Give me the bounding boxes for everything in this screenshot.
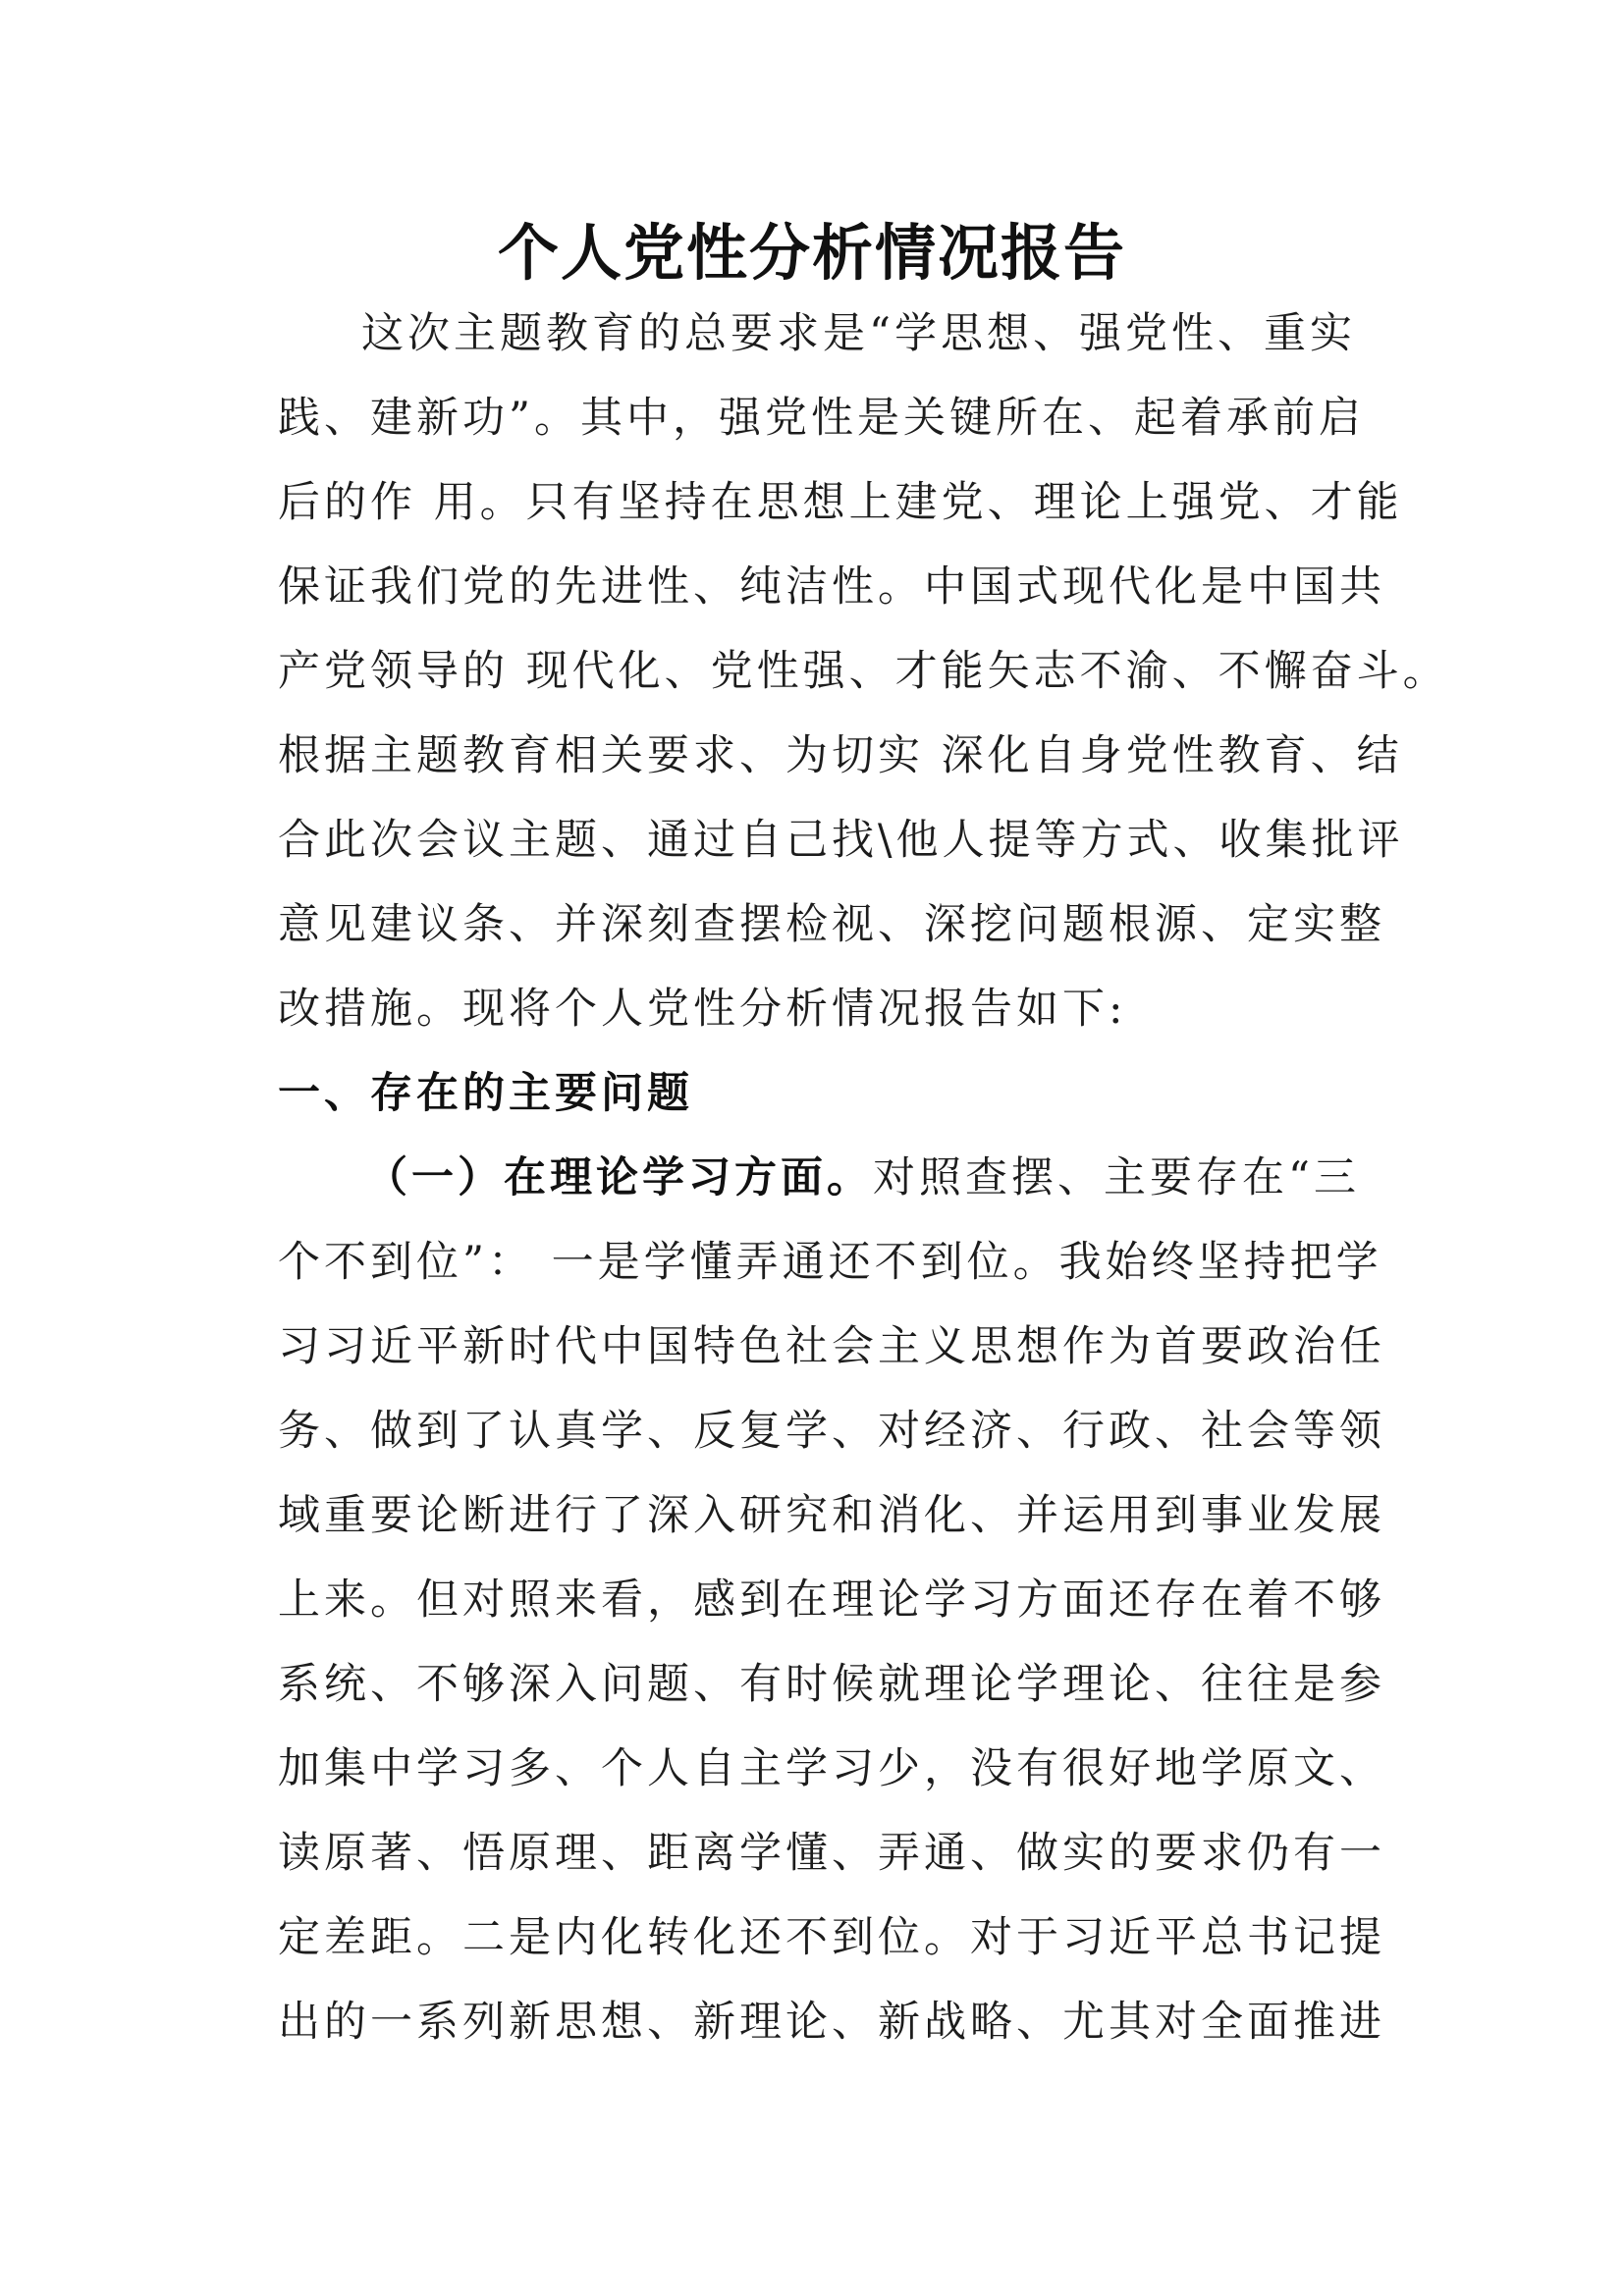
subsection-first-line-text: 对照查摆、主要存在“三 [873, 1153, 1360, 1202]
body-line-2: 习习近平新时代中国特色社会主义思想作为首要政治任 [278, 1322, 1385, 1371]
intro-line-6: 根据主题教育相关要求、为切实 深化自身党性教育、结 [278, 731, 1403, 780]
body-line-4: 域重要论断进行了深入研究和消化、并运用到事业发展 [278, 1491, 1385, 1540]
intro-line-4: 保证我们党的先进性、纯洁性。中国式现代化是中国共 [278, 562, 1385, 612]
body-line-7: 加集中学习多、个人自主学习少，没有很好地学原文、 [278, 1744, 1385, 1793]
body-line-10: 出的一系列新思想、新理论、新战略、尤其对全面推进 [278, 1998, 1385, 2047]
intro-line-3: 后的作 用。只有坚持在思想上建党、理论上强党、才能 [278, 478, 1403, 527]
document-title: 个人党性分析情况报告 [497, 217, 1126, 289]
body-line-3: 务、做到了认真学、反复学、对经济、行政、社会等领 [278, 1407, 1385, 1456]
body-line-6: 系统、不够深入问题、有时候就理论学理论、往往是参 [278, 1660, 1385, 1709]
section-heading: 一、存在的主要问题 [278, 1069, 693, 1118]
body-line-9: 定差距。二是内化转化还不到位。对于习近平总书记提 [278, 1913, 1385, 1962]
body-line-1: 个不到位”： 一是学懂弄通还不到位。我始终坚持把学 [278, 1238, 1382, 1287]
intro-line-8: 意见建议条、并深刻查摆检视、深挖问题根源、定实整 [278, 900, 1385, 949]
intro-line-2: 践、建新功”。其中，强党性是关键所在、起着承前启 [278, 394, 1365, 443]
subsection-first-line [365, 1150, 1360, 1205]
intro-line-5: 产党领导的 现代化、党性强、才能矢志不渝、不懈奋斗。 [278, 647, 1449, 696]
subsection-label: （一）在理论学习方面。 [365, 1153, 873, 1202]
intro-line-9: 改措施。现将个人党性分析情况报告如下: [278, 985, 1127, 1034]
intro-line-7: 合此次会议主题、通过自己找\他人提等方式、收集批评 [278, 816, 1404, 865]
body-line-8: 读原著、悟原理、距离学懂、弄通、做实的要求仍有一 [278, 1829, 1385, 1878]
body-line-5: 上来。但对照来看，感到在理论学习方面还存在着不够 [278, 1575, 1385, 1625]
intro-line-1: 这次主题教育的总要求是“学思想、强党性、重实 [361, 309, 1356, 358]
